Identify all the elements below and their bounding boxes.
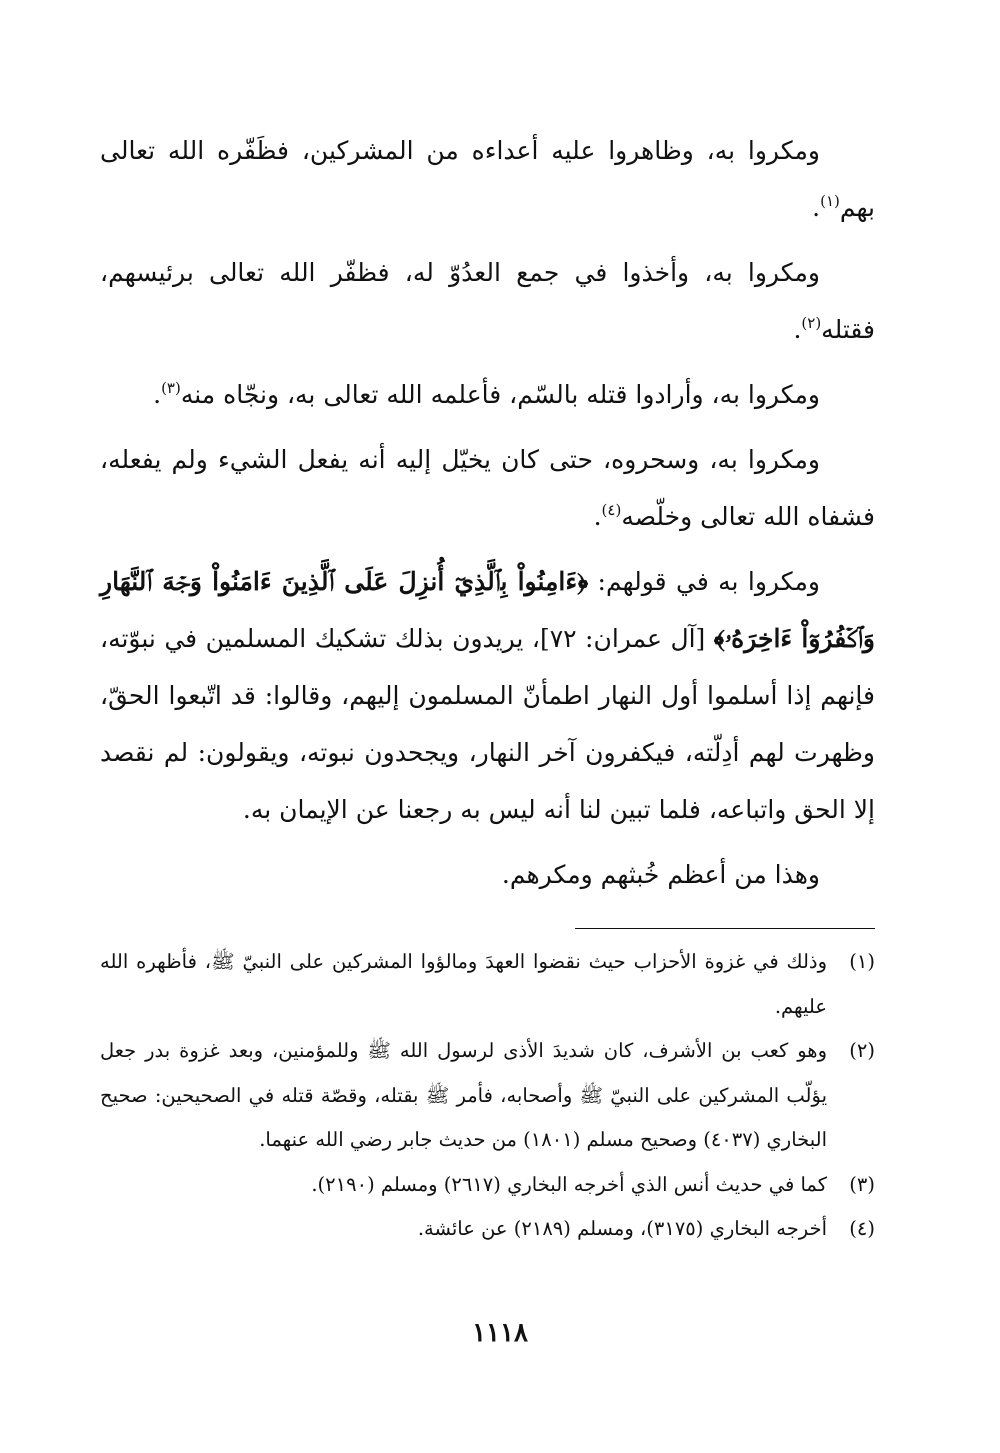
verse-citation: [آل عمران: ٧٢]: [539, 624, 714, 653]
paragraph-4: ومكروا به، وسحروه، حتى كان يخيّل إليه أنه يفعل الشيء ولم يفعله، فشفاه الله تعالى وخلّصه$^{(٤)}$.: [100, 445, 875, 531]
footnote-number: (٢): [849, 1039, 875, 1062]
paragraph-3: ومكروا به، وأرادوا قتله بالسّم، فأعلمه الله تعالى به، ونجّاه منه$^{(٣)}$.: [153, 379, 820, 409]
page-number: ١١١٨: [472, 1318, 528, 1348]
quran-verse: ﴿ءَامِنُواْ بِٱلَّذِيٓ أُنزِلَ عَلَى ٱلَّذِينَ ءَامَنُواْ وَجۡهَ ٱلنَّهَارِ وَٱكۡفُرُوٓاْ ءَاخِرَهُۥ﴾: [100, 567, 875, 653]
footnote-number: (١): [849, 950, 875, 973]
footnote-text: وذلك في غزوة الأحزاب حيث نقضوا العهدَ ومالؤوا المشركين على النبيّ ﷺ، فأظهره الله عليهم.: [100, 950, 827, 1018]
footnote-separator: [575, 928, 875, 929]
paragraph-quran: ومكروا به في قولهم: ﴿ءَامِنُواْ بِٱلَّذِيٓ أُنزِلَ عَلَى ٱلَّذِينَ ءَامَنُواْ وَجۡهَ ٱلنَّهَارِ وَٱكۡفُرُوٓاْ ءَاخِرَهُۥ﴾ [آل عمران: ٧٢]، يريدون بذلك تشكيك المسلمين في نبوّته، فإنهم إذا أسلموا أول النهار اطمأنّ المسلمون إليهم، وقالوا: قد اتّبعوا الحقّ، وظهرت لهم أدِلّته، فيكفرون آخر النهار، ويجحدون نبوته، ويقولون: لم نقصد إلا الحق واتباعه، فلما تبين لنا أنه ليس به رجعنا عن الإيمان به.: [100, 567, 875, 824]
footnote-ref-4: (٤): [601, 501, 622, 519]
paragraph-2: ومكروا به، وأخذوا في جمع العدُوّ له، فظفّر الله تعالى برئيسهم، فقتله$^{(٢)}$.: [100, 258, 875, 344]
footnote-ref-1: (١): [820, 192, 840, 210]
footnote-ref-2: (٢): [801, 314, 822, 332]
footnote-4: [100, 1207, 875, 1252]
main-text: [100, 122, 875, 911]
footnotes: [100, 940, 875, 1252]
footnote-number: (٣): [849, 1172, 875, 1196]
paragraph-1: ومكروا به، وظاهروا عليه أعداءه من المشركين، فظَفّره الله تعالى بهم$^{(١)}$.: [100, 136, 875, 222]
footnote-text: أخرجه البخاري (٣١٧٥)، ومسلم (٢١٨٩) عن عائشة.: [417, 1217, 827, 1240]
paragraph-closing: وهذا من أعظم خُبثهم ومكرهم.: [501, 860, 820, 889]
footnote-1: [100, 940, 875, 1029]
footnote-2: [100, 1029, 875, 1163]
footnote-text: كما في حديث أنس الذي أخرجه البخاري (٢٦١٧) ومسلم (٢١٩٠).: [311, 1172, 827, 1196]
footnote-number: (٤): [849, 1217, 875, 1240]
footnote-text: وهو كعب بن الأشرف، كان شديدَ الأذى لرسول الله ﷺ وللمؤمنين، وبعد غزوة بدر جعل يؤلّب المشركين على النبيّ ﷺ وأصحابه، فأمر ﷺ بقتله، وقصّة قتله في الصحيحين: صحيح البخاري (٤٠٣٧) وصحيح مسلم (١٨٠١) من حديث جابر رضي الله عنهما.: [100, 1039, 827, 1151]
footnote-3: [100, 1163, 875, 1208]
footnote-ref-3: (٣): [161, 379, 181, 397]
